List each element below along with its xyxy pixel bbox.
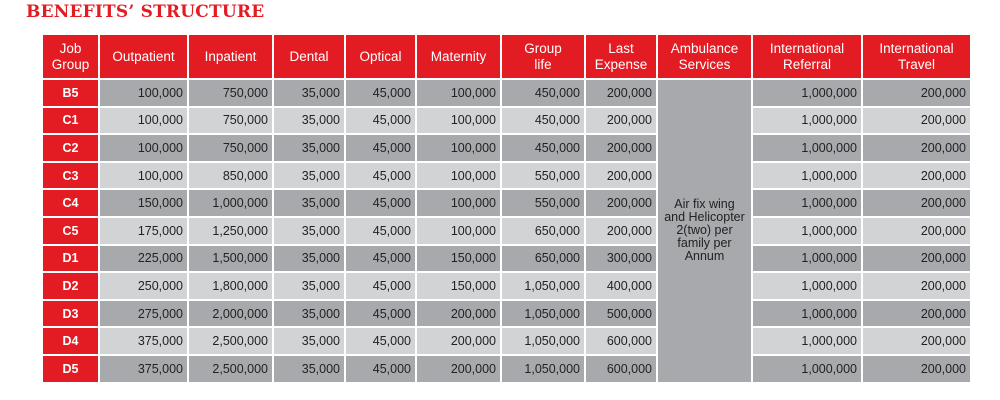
header-text: Ambulance xyxy=(670,40,739,56)
optical-cell: 45,000 xyxy=(346,273,415,299)
dental-cell: 35,000 xyxy=(274,218,344,244)
optical-cell: 45,000 xyxy=(346,218,415,244)
intl-travel-cell: 200,000 xyxy=(863,135,970,161)
intl-referral-cell: 1,000,000 xyxy=(753,108,861,134)
table-row xyxy=(43,218,970,244)
header-text: Services xyxy=(678,56,731,72)
outpatient-cell: 150,000 xyxy=(100,190,187,216)
inpatient-cell: 1,250,000 xyxy=(189,218,272,244)
maternity-cell: 100,000 xyxy=(417,108,500,134)
table-row xyxy=(43,246,970,272)
job-group-cell: D5 xyxy=(43,356,98,382)
outpatient-cell: 275,000 xyxy=(100,301,187,327)
column-header-intl-referral xyxy=(753,35,861,78)
column-header-dental xyxy=(274,35,344,78)
table-row xyxy=(43,301,970,327)
intl-referral-cell: 1,000,000 xyxy=(753,135,861,161)
intl-referral-cell: 1,000,000 xyxy=(753,301,861,327)
group-life-cell: 450,000 xyxy=(502,80,584,106)
inpatient-cell: 1,800,000 xyxy=(189,273,272,299)
group-life-cell: 450,000 xyxy=(502,135,584,161)
inpatient-cell: 850,000 xyxy=(189,163,272,189)
header-text: Travel xyxy=(897,56,935,72)
group-life-cell: 1,050,000 xyxy=(502,328,584,354)
optical-cell: 45,000 xyxy=(346,356,415,382)
job-group-cell: C5 xyxy=(43,218,98,244)
intl-travel-cell: 200,000 xyxy=(863,190,970,216)
last-expense-cell: 500,000 xyxy=(586,301,656,327)
group-life-cell: 1,050,000 xyxy=(502,356,584,382)
maternity-cell: 100,000 xyxy=(417,80,500,106)
job-group-cell: C2 xyxy=(43,135,98,161)
header-text: Dental xyxy=(289,48,329,64)
table-row xyxy=(43,328,970,354)
intl-travel-cell: 200,000 xyxy=(863,108,970,134)
table-row xyxy=(43,163,970,189)
header-text: Last xyxy=(608,40,634,56)
job-group-cell: D4 xyxy=(43,328,98,354)
inpatient-cell: 750,000 xyxy=(189,80,272,106)
header-text: International xyxy=(879,40,954,56)
outpatient-cell: 175,000 xyxy=(100,218,187,244)
job-group-cell: D3 xyxy=(43,301,98,327)
outpatient-cell: 100,000 xyxy=(100,108,187,134)
intl-travel-cell: 200,000 xyxy=(863,356,970,382)
maternity-cell: 200,000 xyxy=(417,328,500,354)
intl-referral-cell: 1,000,000 xyxy=(753,356,861,382)
group-life-cell: 550,000 xyxy=(502,163,584,189)
intl-travel-cell: 200,000 xyxy=(863,218,970,244)
column-header-last-expense xyxy=(586,35,656,78)
dental-cell: 35,000 xyxy=(274,190,344,216)
header-text: Optical xyxy=(359,48,402,64)
outpatient-cell: 250,000 xyxy=(100,273,187,299)
last-expense-cell: 200,000 xyxy=(586,190,656,216)
column-header-inpatient xyxy=(189,35,272,78)
intl-referral-cell: 1,000,000 xyxy=(753,273,861,299)
table-row xyxy=(43,273,970,299)
dental-cell: 35,000 xyxy=(274,80,344,106)
last-expense-cell: 200,000 xyxy=(586,108,656,134)
column-header-intl-travel xyxy=(863,35,970,78)
optical-cell: 45,000 xyxy=(346,135,415,161)
group-life-cell: 1,050,000 xyxy=(502,273,584,299)
intl-referral-cell: 1,000,000 xyxy=(753,190,861,216)
inpatient-cell: 2,500,000 xyxy=(189,328,272,354)
last-expense-cell: 200,000 xyxy=(586,80,656,106)
dental-cell: 35,000 xyxy=(274,135,344,161)
optical-cell: 45,000 xyxy=(346,246,415,272)
optical-cell: 45,000 xyxy=(346,108,415,134)
header-text: Maternity xyxy=(430,48,487,64)
optical-cell: 45,000 xyxy=(346,80,415,106)
maternity-cell: 200,000 xyxy=(417,301,500,327)
job-group-cell: C1 xyxy=(43,108,98,134)
inpatient-cell: 2,000,000 xyxy=(189,301,272,327)
intl-referral-cell: 1,000,000 xyxy=(753,246,861,272)
header-text: Job xyxy=(59,40,82,56)
optical-cell: 45,000 xyxy=(346,328,415,354)
optical-cell: 45,000 xyxy=(346,190,415,216)
intl-referral-cell: 1,000,000 xyxy=(753,163,861,189)
column-header-optical xyxy=(346,35,415,78)
group-life-cell: 450,000 xyxy=(502,108,584,134)
column-header-group-life xyxy=(502,35,584,78)
column-header-group xyxy=(43,35,98,78)
inpatient-cell: 750,000 xyxy=(189,108,272,134)
group-life-cell: 650,000 xyxy=(502,218,584,244)
column-header-ambulance xyxy=(658,35,751,78)
outpatient-cell: 100,000 xyxy=(100,80,187,106)
dental-cell: 35,000 xyxy=(274,273,344,299)
page-title: BENEFITS’ STRUCTURE xyxy=(26,2,265,22)
job-group-cell: C3 xyxy=(43,163,98,189)
maternity-cell: 100,000 xyxy=(417,135,500,161)
last-expense-cell: 200,000 xyxy=(586,135,656,161)
inpatient-cell: 1,000,000 xyxy=(189,190,272,216)
intl-referral-cell: 1,000,000 xyxy=(753,80,861,106)
header-text: Expense xyxy=(594,56,648,72)
outpatient-cell: 225,000 xyxy=(100,246,187,272)
header-text: life xyxy=(534,56,552,72)
maternity-cell: 100,000 xyxy=(417,190,500,216)
last-expense-cell: 600,000 xyxy=(586,328,656,354)
table-body xyxy=(43,80,970,382)
intl-referral-cell: 1,000,000 xyxy=(753,328,861,354)
dental-cell: 35,000 xyxy=(274,356,344,382)
job-group-cell: C4 xyxy=(43,190,98,216)
group-life-cell: 650,000 xyxy=(502,246,584,272)
maternity-cell: 150,000 xyxy=(417,273,500,299)
last-expense-cell: 200,000 xyxy=(586,163,656,189)
column-header-outpatient xyxy=(100,35,187,78)
intl-travel-cell: 200,000 xyxy=(863,273,970,299)
maternity-cell: 100,000 xyxy=(417,218,500,244)
optical-cell: 45,000 xyxy=(346,163,415,189)
ambulance-services-cell: Air fix wing and Helicopter 2(two) per family per Annum xyxy=(658,80,751,382)
last-expense-cell: 400,000 xyxy=(586,273,656,299)
outpatient-cell: 375,000 xyxy=(100,328,187,354)
table-row xyxy=(43,108,970,134)
benefits-table xyxy=(41,33,972,384)
intl-referral-cell: 1,000,000 xyxy=(753,218,861,244)
dental-cell: 35,000 xyxy=(274,246,344,272)
job-group-cell: D2 xyxy=(43,273,98,299)
outpatient-cell: 100,000 xyxy=(100,135,187,161)
optical-cell: 45,000 xyxy=(346,301,415,327)
header-text: Outpatient xyxy=(112,48,175,64)
intl-travel-cell: 200,000 xyxy=(863,328,970,354)
intl-travel-cell: 200,000 xyxy=(863,301,970,327)
column-header-maternity xyxy=(417,35,500,78)
table-row xyxy=(43,135,970,161)
intl-travel-cell: 200,000 xyxy=(863,80,970,106)
table-row xyxy=(43,80,970,106)
table-row xyxy=(43,190,970,216)
inpatient-cell: 750,000 xyxy=(189,135,272,161)
header-text: Group xyxy=(524,40,562,56)
dental-cell: 35,000 xyxy=(274,108,344,134)
dental-cell: 35,000 xyxy=(274,163,344,189)
header-text: Inpatient xyxy=(204,48,257,64)
outpatient-cell: 100,000 xyxy=(100,163,187,189)
group-life-cell: 550,000 xyxy=(502,190,584,216)
last-expense-cell: 600,000 xyxy=(586,356,656,382)
inpatient-cell: 2,500,000 xyxy=(189,356,272,382)
maternity-cell: 200,000 xyxy=(417,356,500,382)
maternity-cell: 150,000 xyxy=(417,246,500,272)
intl-travel-cell: 200,000 xyxy=(863,246,970,272)
table-header-row xyxy=(43,35,970,78)
maternity-cell: 100,000 xyxy=(417,163,500,189)
header-text: Group xyxy=(51,56,90,72)
dental-cell: 35,000 xyxy=(274,301,344,327)
dental-cell: 35,000 xyxy=(274,328,344,354)
last-expense-cell: 300,000 xyxy=(586,246,656,272)
intl-travel-cell: 200,000 xyxy=(863,163,970,189)
header-text: International xyxy=(769,40,845,56)
header-text: Referral xyxy=(782,56,831,72)
outpatient-cell: 375,000 xyxy=(100,356,187,382)
job-group-cell: B5 xyxy=(43,80,98,106)
group-life-cell: 1,050,000 xyxy=(502,301,584,327)
table-row xyxy=(43,356,970,382)
inpatient-cell: 1,500,000 xyxy=(189,246,272,272)
job-group-cell: D1 xyxy=(43,246,98,272)
last-expense-cell: 200,000 xyxy=(586,218,656,244)
